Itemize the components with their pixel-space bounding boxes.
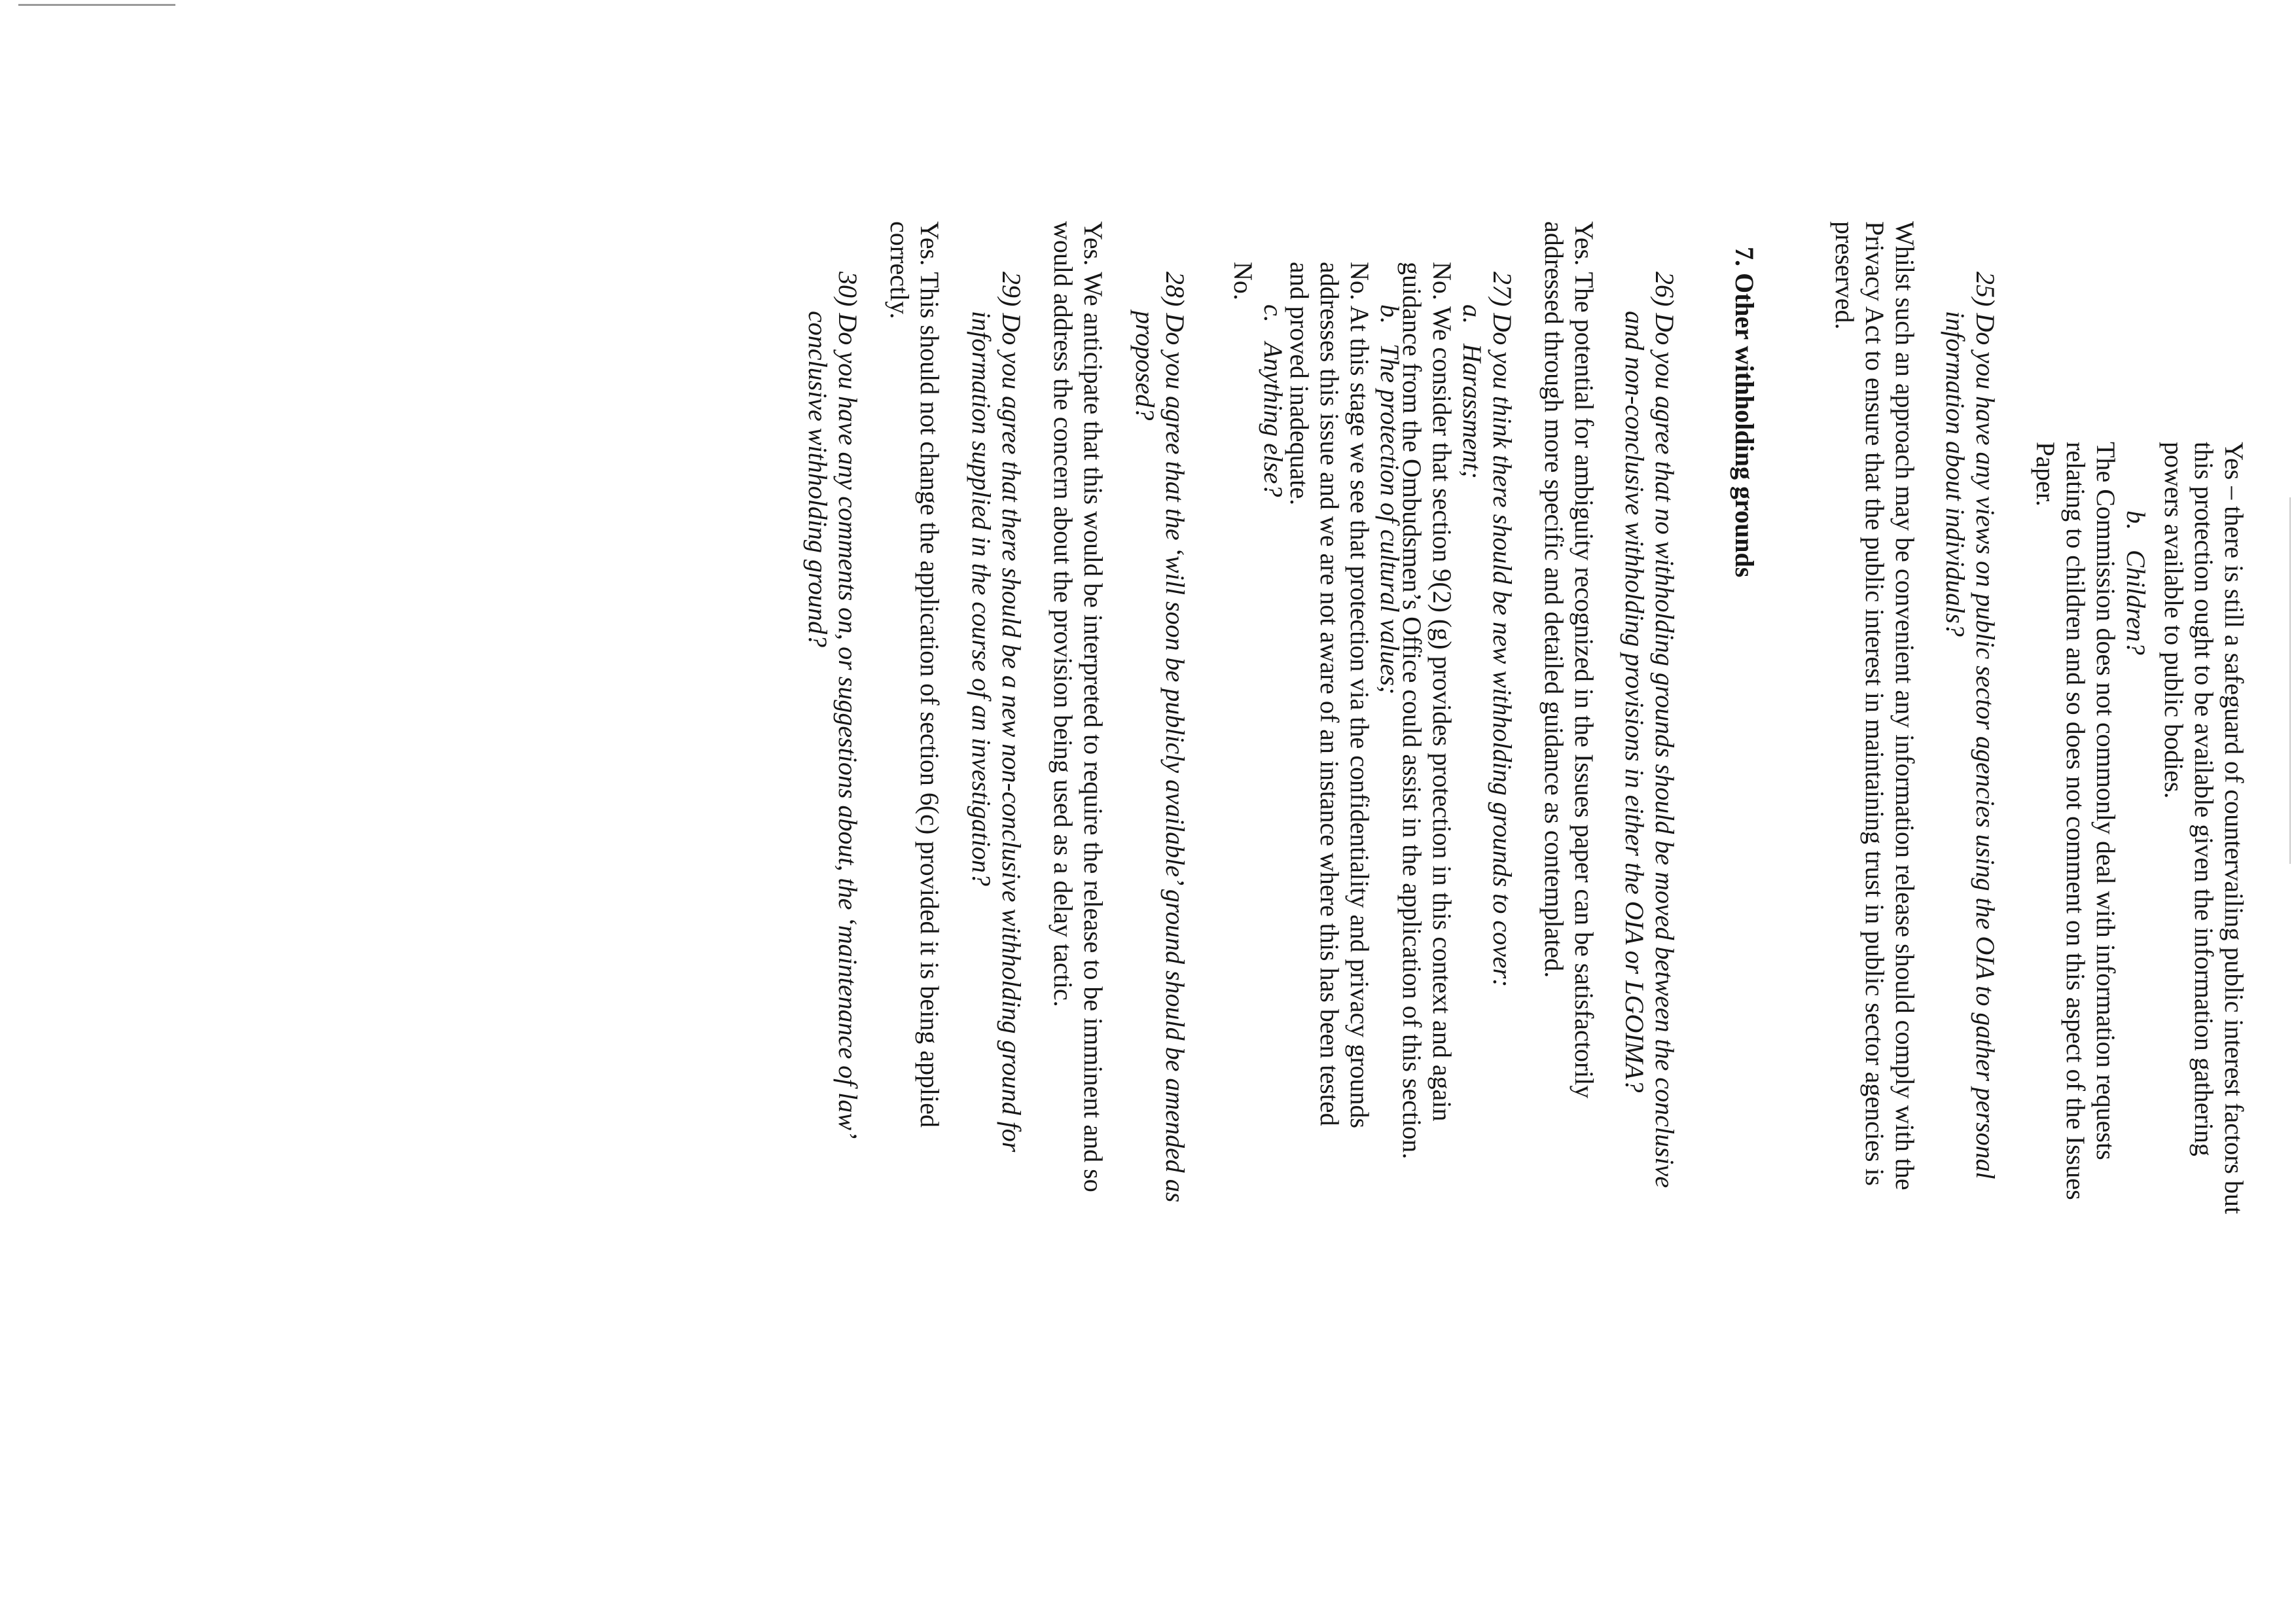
question-line: information about individuals?: [1941, 311, 1970, 637]
subquestion-label: b.: [2121, 510, 2151, 530]
text-line: addressed through more specific and detailed guidance as contemplated.: [1539, 221, 1569, 978]
text-line: would address the concern about the provision being used as a delay tactic.: [1049, 221, 1078, 1007]
question-line: and non-conclusive withholding provisions in either the OIA or LGOIMA?: [1620, 311, 1649, 1093]
subquestion-anything-else: [1258, 304, 1288, 497]
question-25: [1940, 272, 2000, 1179]
text-line: No.: [1229, 262, 1258, 300]
subquestion-text: Anything else?: [1259, 342, 1288, 497]
section-heading: 7. Other withholding grounds: [1730, 247, 1759, 578]
text-line: No. At this stage we see that protection via the confidentiality and privacy grounds: [1345, 262, 1374, 1129]
question-27: [1487, 272, 1517, 988]
answer-27c: [1228, 262, 1258, 300]
answer-27a: [1397, 262, 1457, 1159]
text-line: powers available to public bodies.: [2159, 442, 2189, 799]
question-line: conclusive withholding ground?: [803, 311, 833, 648]
question-line: 25) Do you have any views on public sector agencies using the OIA to gather personal: [1971, 272, 2000, 1179]
answer-26: [1539, 221, 1599, 1098]
answer-27b: [1284, 262, 1374, 1128]
question-line: proposed?: [1130, 311, 1160, 421]
question-line: 30) Do you have any comments on, or suggestions about, the ‘maintenance of law’: [833, 272, 863, 1139]
question-26: [1619, 272, 1679, 1188]
text-line: guidance from the Ombudsmen’s Office could assist in the application of this section.: [1397, 262, 1427, 1160]
text-line: Privacy Act to ensure that the public interest in maintaining trust in public sector agencies is: [1860, 221, 1890, 1186]
answer-children-paragraph: [2030, 442, 2121, 1200]
question-28: [1130, 272, 1190, 1202]
question-30: [802, 272, 863, 1139]
question-line: 29) Do you agree that there should be a new non-conclusive withholding ground for: [997, 272, 1026, 1152]
subquestion-harassment: [1457, 304, 1487, 479]
text-line: correctly.: [885, 221, 914, 319]
scan-artifact-edge: [18, 4, 175, 6]
text-line: relating to children and so does not comment on this aspect of the Issues: [2061, 442, 2090, 1200]
subquestion-text: Harassment;: [1458, 344, 1487, 479]
answer-24a-paragraph: [2159, 442, 2249, 1214]
scan-artifact-top: [2289, 497, 2291, 864]
subquestion-text: Children?: [2121, 550, 2151, 655]
subquestion-cultural-values: [1374, 304, 1405, 694]
text-line: Paper.: [2031, 442, 2060, 507]
text-line: preserved.: [1830, 221, 1859, 330]
text-line: and proved inadequate.: [1285, 262, 1314, 506]
subquestion-label: c.: [1259, 304, 1288, 323]
text-line: Yes – there is still a safeguard of countervailing public interest factors but: [2219, 442, 2249, 1215]
subquestion-label: b.: [1375, 304, 1405, 324]
text-line: addresses this issue and we are not aware of an instance where this has been tested: [1315, 262, 1344, 1126]
text-line: Yes. The potential for ambiguity recognized in the Issues paper can be satisfactorily: [1570, 221, 1599, 1099]
text-line: Yes. We anticipate that this would be interpreted to require the release to be imminent and so: [1079, 221, 1108, 1192]
question-line: information supplied in the course of an investigation?: [967, 311, 996, 886]
subquestion-label: a.: [1458, 304, 1487, 324]
text-line: Yes. This should not change the application of section 6(c) provided it is being applied: [915, 221, 944, 1128]
subquestion-text: The protection of cultural values;: [1375, 344, 1405, 695]
text-line: this protection ought to be available given the information gathering: [2189, 442, 2219, 1156]
subquestion-children: [2121, 510, 2151, 655]
question-line: 28) Do you agree that the ‘will soon be publicly available’ ground should be amended as: [1160, 272, 1190, 1203]
text-line: Whilst such an approach may be convenient any information release should comply with the: [1890, 221, 1920, 1190]
question-line: 27) Do you think there should be new withholding grounds to cover:: [1488, 272, 1517, 988]
answer-28: [1048, 221, 1108, 1192]
answer-25: [1829, 221, 1920, 1190]
text-line: The Commission does not commonly deal with information requests: [2091, 442, 2121, 1160]
question-line: 26) Do you agree that no withholding grounds should be moved between the conclusive: [1650, 272, 1679, 1188]
text-line: No. We consider that section 9(2) (g) provides protection in this context and again: [1427, 262, 1457, 1122]
answer-29: [884, 221, 944, 1128]
question-29: [966, 272, 1026, 1152]
